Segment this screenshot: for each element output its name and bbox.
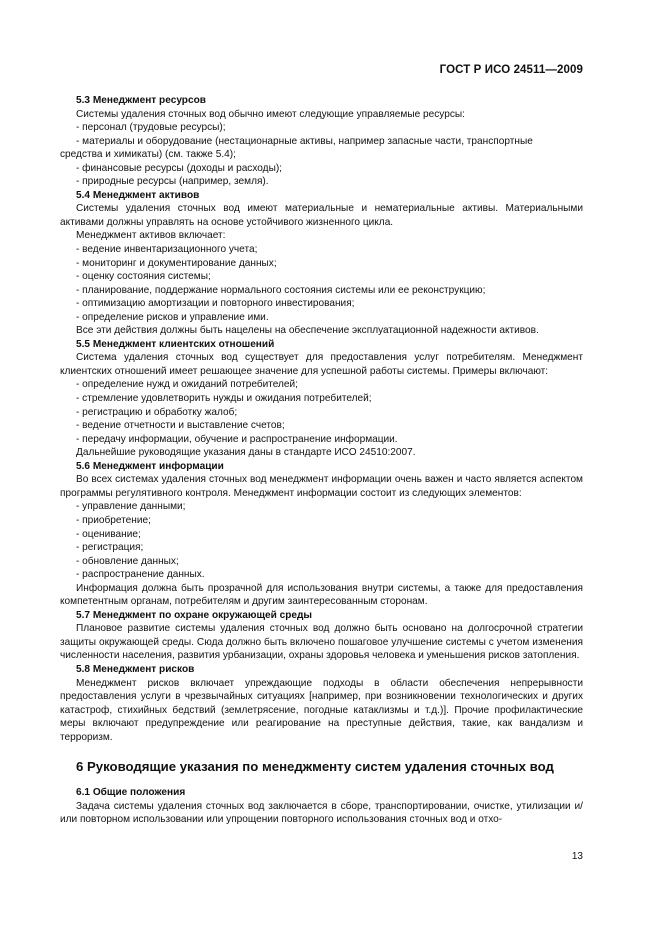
section-heading: 6 Руководящие указания по менеджменту систем удаления сточных вод	[76, 759, 554, 775]
paragraph: Дальнейшие руководящие указания даны в стандарте ИСО 24510:2007.	[76, 447, 416, 459]
list-item: - мониторинг и документирование данных;	[76, 257, 277, 269]
subsection-heading: 5.6 Менеджмент информации	[76, 460, 224, 472]
subsection-heading: 5.3 Менеджмент ресурсов	[76, 95, 206, 106]
list-item: - оценивание;	[76, 528, 141, 540]
list-item: - материалы и оборудование (нестационарные активы, например запасные части, транспортные	[76, 135, 533, 147]
list-item: - определение нужд и ожиданий потребителей;	[76, 379, 298, 391]
list-item: - финансовые ресурсы (доходы и расходы);	[76, 162, 282, 174]
page-number: 13	[571, 851, 583, 862]
document-body	[60, 94, 583, 827]
list-item: - природные ресурсы (например, земля).	[76, 176, 269, 188]
subsection-heading: 5.4 Менеджмент активов	[76, 189, 200, 201]
list-item: - обновление данных;	[76, 555, 179, 567]
list-item: - ведение отчетности и выставление счетов;	[76, 420, 285, 432]
paragraph: Менеджмент рисков включает упреждающие подходы в области обеспечения непрерывности предоставления услуги в чрезвычайных ситуациях [например, при возникновении технологических и других катастроф, стихийных бедствий (землетрясение, погодные катаклизмы и т.д.)]. Прочие профилактические меры включают предупреждение или реагирование на преступные действия, такие, как вандализм и терроризм.	[60, 677, 583, 743]
list-item: - регистрация;	[76, 542, 144, 554]
list-item: - ведение инвентаризационного учета;	[76, 244, 258, 256]
paragraph: Все эти действия должны быть нацелены на обеспечение эксплуатационной надежности активов.	[76, 325, 539, 337]
subsection-heading: 5.8 Менеджмент рисков	[76, 663, 195, 675]
paragraph: Задача системы удаления сточных вод заключается в сборе, транспортировании, очистке, утилизации и/или повторном использовании или упрощении повторного использования сточных вод и отхо-	[60, 800, 583, 826]
paragraph: Менеджмент активов включает:	[76, 230, 226, 242]
list-item: - оценку состояния системы;	[76, 271, 211, 283]
subsection-heading: 5.5 Менеджмент клиентских отношений	[76, 338, 275, 350]
list-item: - передачу информации, обучение и распространение информации.	[76, 433, 398, 445]
paragraph: Информация должна быть прозрачной для использования внутри системы, а также для предоставления компетентным органам, потребителям и другим заинтересованным сторонам.	[60, 582, 583, 608]
paragraph: Система удаления сточных вод существует для предоставления услуг потребителям. Менеджмент клиентских отношений имеет решающее значение для успешной работы системы. Примеры включают:	[60, 352, 583, 377]
list-item: - распространение данных.	[76, 569, 205, 581]
paragraph: Плановое развитие системы удаления сточных вод должно быть основано на долгосрочной стратегии защиты окружающей среды. Сюда должно быть включено пошаговое улучшение системы с учетом изменения численности населения, развития урбанизации, охраны здоровья человека и уменьшения рисков затопления.	[60, 623, 583, 662]
paragraph: Системы удаления сточных вод имеют материальные и нематериальные активы. Материальными активами должны управлять на основе устойчивого жизненного цикла.	[60, 203, 583, 228]
list-item: - приобретение;	[76, 514, 151, 526]
paragraph: Во всех системах удаления сточных вод менеджмент информации очень важен и часто является аспектом программы регулятивного контроля. Менеджмент информации состоит из следующих элементов:	[60, 474, 583, 499]
paragraph-continuation: средства и химикаты) (см. также 5.4);	[60, 149, 236, 161]
list-item: - регистрацию и обработку жалоб;	[76, 406, 238, 418]
paragraph: Системы удаления сточных вод обычно имеют следующие управляемые ресурсы:	[76, 108, 465, 120]
subsection-heading: 6.1 Общие положения	[76, 787, 186, 799]
standard-header: ГОСТ Р ИСО 24511—2009	[439, 64, 583, 76]
list-item: - планирование, поддержание нормального состояния системы или ее реконструкцию;	[76, 284, 486, 296]
list-item: - оптимизацию амортизации и повторного инвестирования;	[76, 298, 355, 310]
list-item: - управление данными;	[76, 501, 186, 513]
list-item: - персонал (трудовые ресурсы);	[76, 122, 226, 134]
list-item: - стремление удовлетворить нужды и ожидания потребителей;	[76, 393, 372, 405]
list-item: - определение рисков и управление ими.	[76, 311, 269, 323]
subsection-heading: 5.7 Менеджмент по охране окружающей среды	[76, 609, 313, 621]
